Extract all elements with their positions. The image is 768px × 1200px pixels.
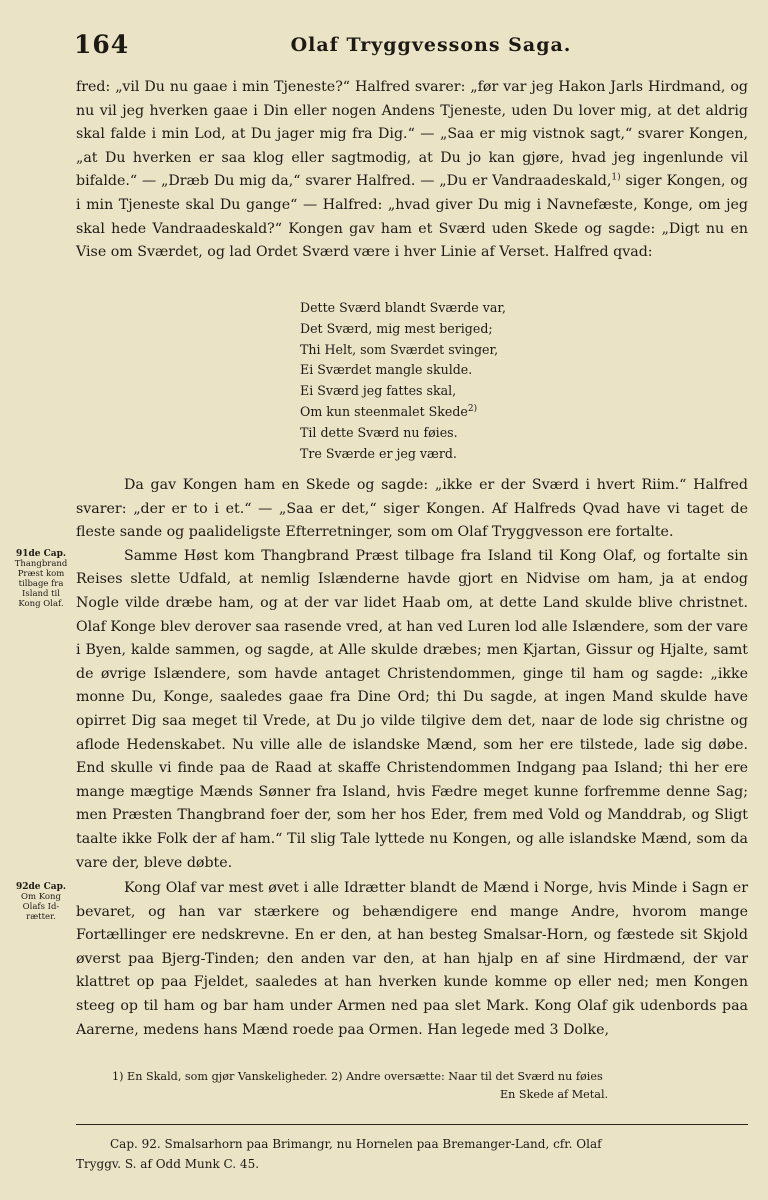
verse-line: Til dette Sværd nu føies.	[300, 424, 458, 440]
margin-note-line: Præst kom	[17, 569, 65, 579]
paragraph-2: Da gav Kongen ham en Skede og sagde: „ikke er der Sværd i hvert Riim.“ Halfred svarer: „der er to i et.“ — „Saa er det,“ siger Kongen. Af Halfreds Qvad have vi taget de fleste sande og paalideligste Efterretninger, som om Olaf Tryggvesson ere fortalte.	[76, 477, 748, 541]
verse-line: Om kun steenmalet Skede	[300, 403, 468, 419]
margin-note-line: rætter.	[26, 912, 56, 922]
footnote-line: 1) En Skald, som gjør Vanskeligheder. 2) Andre oversætte: Naar til det Sværd nu føies	[112, 1070, 603, 1083]
paragraph-1-text: fred: „vil Du nu gaae i min Tjeneste?“ Halfred svarer: „før var jeg Hakon Jarls Hirdmand, og nu vil jeg hverken gaae i Din eller nogen Andens Tjeneste, uden Du lover mig, at det aldrig skal falde i min Lod, at Du jager mig fra Dig.“ — „Saa er mig vistnok sagt,“ svarer Kongen, „at Du hverken er saa klog eller sagtmodig, at Du jo kan gjøre, hvad jeg ingenlunde vil bifalde.“ — „Dræb Du mig da,“ svarer Halfred. — „Du er Vandraadeskald,	[76, 79, 748, 190]
chapter-note-line: Cap. 92. Smalsarhorn paa Brimangr, nu Hornelen paa Bremanger-Land, cfr. Olaf	[110, 1137, 602, 1151]
margin-note-heading: 91de Cap.	[15, 549, 67, 559]
footnote-ref-2: 2)	[467, 403, 478, 414]
footnote-line: En Skede af Metal.	[500, 1088, 609, 1101]
margin-note-chapter-92	[10, 882, 72, 922]
paragraph-4-block	[76, 877, 748, 1042]
margin-note-line: Kong Olaf.	[18, 599, 64, 609]
paragraph-3: Samme Høst kom Thangbrand Præst tilbage fra Island til Kong Olaf, og fortalte sin Reises slette Udfald, at nemlig Islænderne havde gjort en Nidvise om ham, ja at endog Nogle vilde dræbe ham, og at der var lidet Haab om, at dette Land skulde blive christnet. Olaf Konge blev derover saa rasende vred, at han ved Luren lod alle Islændere, som der vare i Byen, kalde sammen, og sagde, at Alle skulde dræbes; men Kjartan, Gissur og Hjalte, samt de øvrige Islændere, som havde antaget Christendommen, ginge til ham og sagde: „ikke monne Du, Konge, saaledes gaae fra Dine Ord; thi Du sagde, at ingen Mand skulde have opirret Dig saa meget til Vrede, at Du jo vilde tilgive dem det, naar de lode sig christne og aflode Hedenskabet. Nu ville alle de islandske Mænd, som her ere tilstede, lade sig døbe. End skulle vi finde paa de Raad at skaffe Christendommen Indgang paa Island; thi her ere mange mægtige Mænds Sønner fra Island, hvis Fædre meget kunne forfremme denne Sag; men Præsten Thangbrand foer der, som her hos Eder, frem med Vold og Manddrab, og Sligt taalte ikke Folk der af ham.“ Til slig Tale lyttede nu Kongen, og alle islandske Mænd, som da vare der, bleve døbte.	[76, 547, 748, 871]
verse-line: Thi Helt, som Sværdet svinger,	[300, 341, 499, 357]
margin-note-line: tilbage fra	[18, 579, 64, 589]
verse-block	[300, 298, 506, 464]
margin-note-heading: 92de Cap.	[15, 882, 67, 892]
margin-note-line: Island til	[22, 589, 60, 599]
page-number: 164	[74, 30, 130, 59]
paragraph-1	[76, 76, 748, 265]
margin-note-line: Thangbrand	[14, 559, 68, 569]
page-header	[74, 30, 748, 66]
chapter-note-line: Tryggv. S. af Odd Munk C. 45.	[76, 1157, 260, 1171]
verse-line: Ei Sværdet mangle skulde.	[300, 362, 473, 378]
paragraph-4: Kong Olaf var mest øvet i alle Idrætter blandt de Mænd i Norge, hvis Minde i Sagn er bevaret, og han var stærkere og behændigere end mange Andre, hvorom mange Fortællinger ere nedskrevne. En er den, at han besteg Smalsar-Horn, og fæstede sit Skjold øverst paa Bjerg-Tinden; den anden var den, at han hjalp en af sine Hirdmænd, der var klattret op paa Fjeldet, saaledes at han hverken kunde komme op eller ned; men Kongen steeg op til ham og bar ham under Armen ned paa slet Mark. Kong Olaf gik udenbords paa Aarerne, medens hans Mænd roede paa Ormen. Han legede med 3 Dolke,	[76, 880, 748, 1038]
verse-line: Det Sværd, mig mest beriged;	[300, 320, 493, 336]
running-title: Olaf Tryggvessons Saga.	[290, 34, 572, 56]
divider	[76, 1124, 748, 1125]
verse-line-with-ref	[300, 402, 506, 423]
paragraphs-2-3	[76, 474, 748, 875]
footnotes	[112, 1068, 752, 1104]
verse-line: Dette Sværd blandt Sværde var,	[300, 300, 507, 315]
margin-note-chapter-91	[10, 549, 72, 609]
chapter-note	[76, 1134, 748, 1174]
paragraph-1-continuation: siger Kongen, og i min Tjeneste skal Du gange“ — Halfred: „hvad giver Du mig i Navnefæste, Konge, om jeg skal hede Vandraadeskald?“ Kongen gav ham et Sværd uden Skede og sagde: „Digt nu en Vise om Sværdet, og lad Ordet Sværd være i hver Linie af Verset. Halfred qvad:	[76, 173, 748, 261]
verse-line: Ei Sværd jeg fattes skal,	[300, 383, 457, 399]
footnote-ref-1: 1)	[611, 172, 621, 183]
verse-line: Tre Sværde er jeg værd.	[300, 445, 457, 461]
margin-note-line: Olafs Id-	[22, 902, 60, 912]
margin-note-line: Om Kong	[21, 892, 61, 902]
